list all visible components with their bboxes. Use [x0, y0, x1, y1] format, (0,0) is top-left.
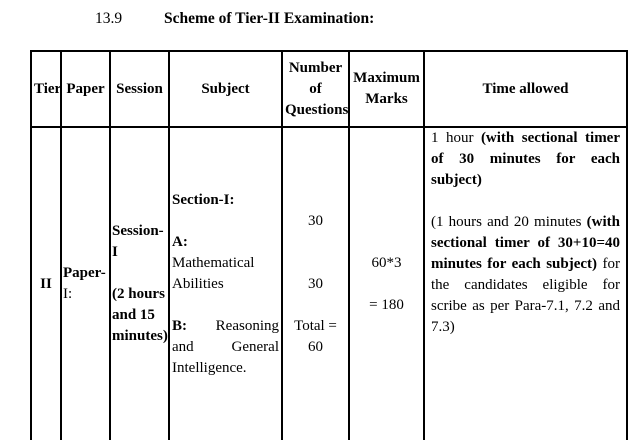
- cell-subject: [169, 127, 282, 440]
- header-questions: Number of Questions: [282, 51, 349, 127]
- cell-time-allowed: [424, 127, 627, 440]
- cell-paper: Paper- I:: [61, 127, 110, 440]
- subject-b-line3: Intelligence.: [172, 359, 247, 376]
- section-title: Scheme of Tier-II Examination:: [164, 10, 375, 27]
- cell-session: Session- I (2 hours and 15 minutes): [110, 127, 169, 440]
- subject-b-line1: B: Reasoning: [172, 317, 279, 334]
- marks-total: = 180: [369, 296, 404, 313]
- header-tier: Tier: [31, 51, 61, 127]
- header-max-marks: Maximum Marks: [349, 51, 424, 127]
- cell-max-marks: [349, 127, 424, 440]
- header-subject: Subject: [169, 51, 282, 127]
- questions-total-value: 60: [308, 338, 323, 355]
- time-paragraph-1: 1 hour (with sectional timer of 30 minutes for each subject): [431, 130, 620, 188]
- subject-a-name-l2: Abilities: [172, 275, 224, 292]
- subject-a-name-l1: Mathematical: [172, 254, 255, 271]
- cell-tier: II: [31, 127, 61, 440]
- header-paper: Paper: [61, 51, 110, 127]
- section-number: 13.9: [95, 10, 123, 27]
- table-row: [31, 127, 627, 440]
- time-paragraph-2: (1 hours and 20 minutes (with sectional timer of 30+10=40 minutes for each subject) for the candidates eligible for scribe as per Para-7.1, 7.2 and 7.3): [431, 214, 621, 335]
- subject-a-label: A:: [172, 233, 188, 250]
- table-header-row: [31, 51, 627, 127]
- section-heading: [0, 10, 635, 32]
- cell-questions: [282, 127, 349, 440]
- subject-section-heading: Section-I:: [172, 191, 235, 208]
- subject-b-line2: and General: [172, 338, 279, 355]
- questions-total-label: Total =: [294, 317, 337, 334]
- marks-formula: 60*3: [371, 254, 402, 271]
- questions-b: 30: [308, 275, 323, 292]
- header-session: Session: [110, 51, 169, 127]
- header-time-allowed: Time allowed: [424, 51, 627, 127]
- questions-a: 30: [308, 212, 323, 229]
- tier-ii-scheme-table: [30, 50, 628, 440]
